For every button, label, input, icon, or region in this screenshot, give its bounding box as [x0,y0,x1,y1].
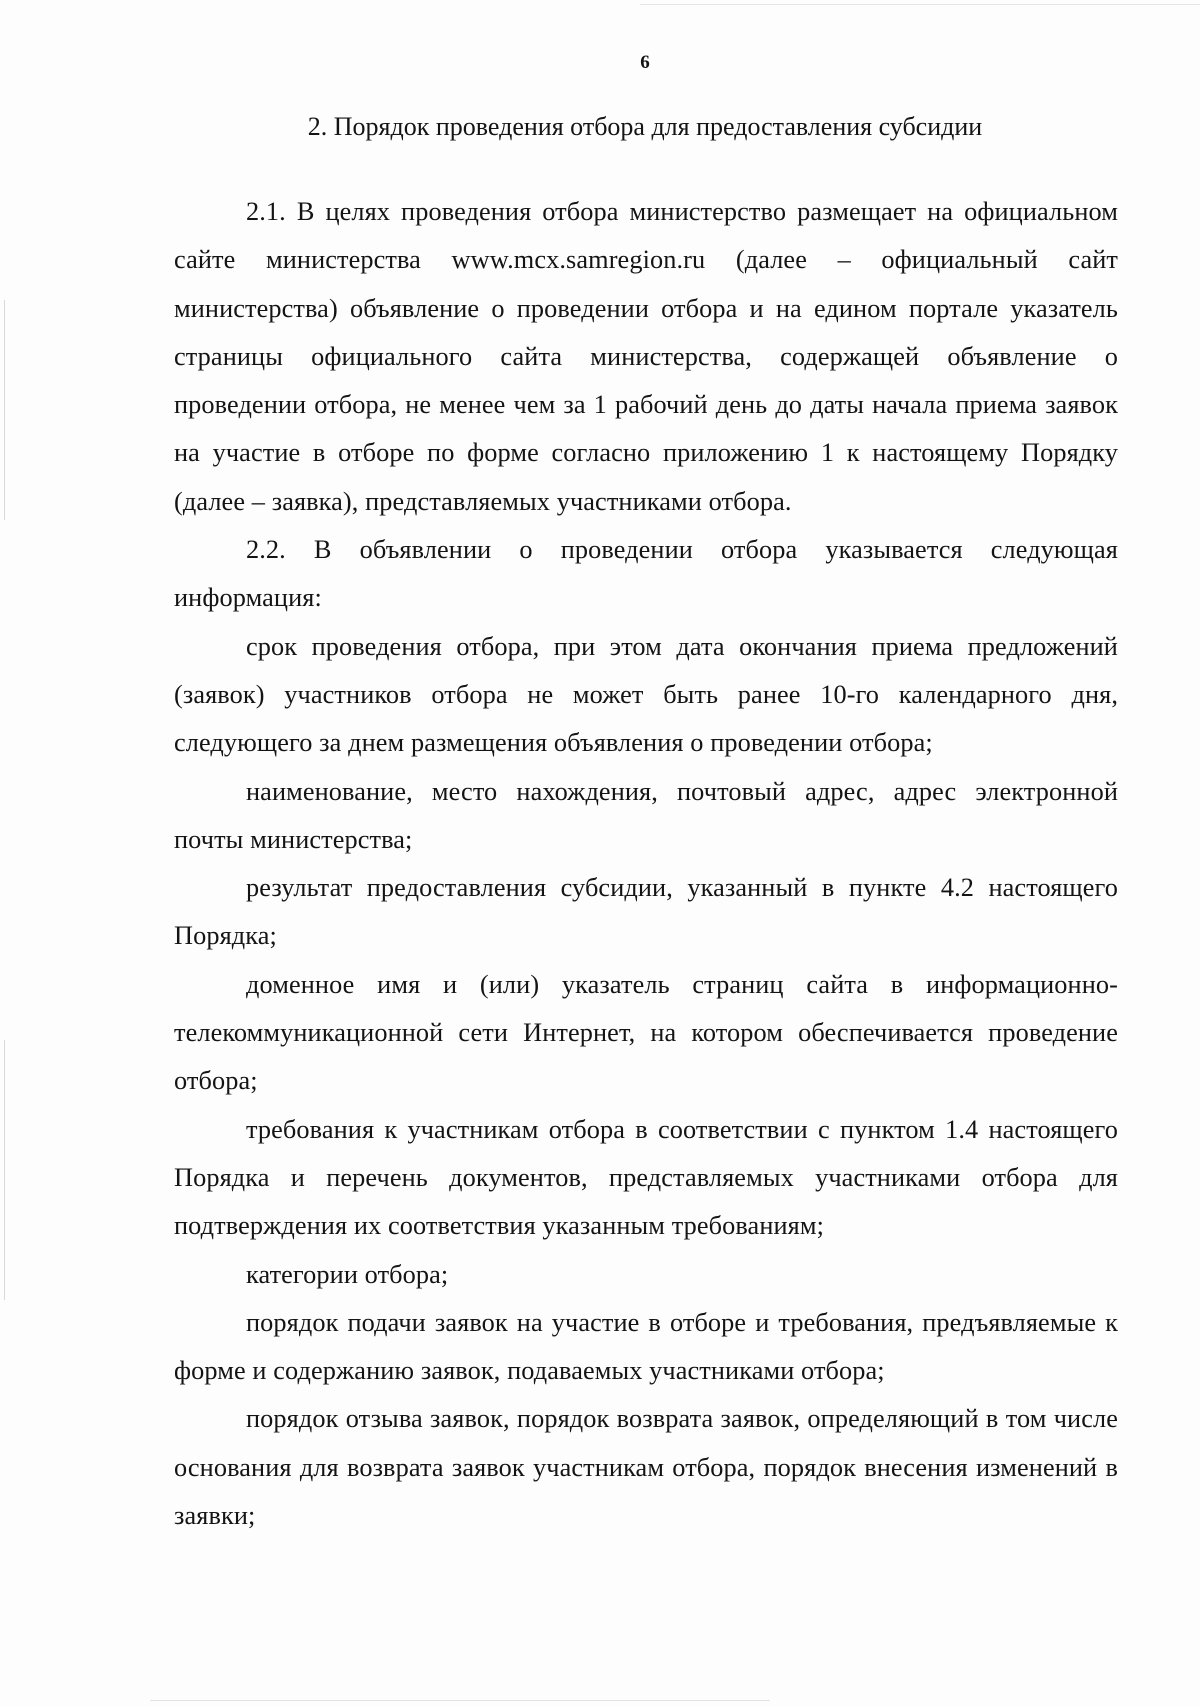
paragraph: результат предоставления субсидии, указанный в пункте 4.2 настоящего Порядка; [174,873,1118,951]
paragraph: категории отбора; [246,1259,449,1289]
paragraph: 2.1. В целях проведения отбора министерство размещает на официальном сайте министерства www.mcx.samregion.ru (далее – официальный сайт министерства) объявление о проведении отбора и на едином портале указатель страницы официального сайта министерства, содержащей объявление о проведении отбора, не менее чем за 1 рабочий день до даты начала приема заявок на участие в отборе по форме согласно приложению 1 к настоящему Порядку (далее – заявка), представляемых участниками отбора. [174,197,1118,516]
paragraph: срок проведения отбора, при этом дата окончания приема предложений (заявок) участников отбора не может быть ранее 10-го календарного дня, следующего за днем размещения объявления о проведении отбора; [174,631,1118,758]
paragraph: требования к участникам отбора в соответствии с пунктом 1.4 настоящего Порядка и перечень документов, представляемых участниками отбора для подтверждения их соответствия указанным требованиям; [174,1114,1118,1241]
scan-top-line [640,4,1200,5]
paragraph: порядок подачи заявок на участие в отборе и требования, предъявляемые к форме и содержанию заявок, подаваемых участниками отбора; [174,1307,1118,1386]
scan-edge-line [4,1040,5,1300]
scan-bottom-line [150,1700,770,1701]
paragraph: порядок отзыва заявок, порядок возврата заявок, определяющий в том числе основания для возврата заявок участникам отбора, порядок внесения изменений в заявки; [174,1404,1118,1531]
page-number: 6 [640,52,650,73]
paragraph: доменное имя и (или) указатель страниц сайта в информационно-телекоммуникационной сети Интернет, на котором обеспечивается проведение отбора; [174,969,1118,1096]
body-text [174,188,1118,1540]
paragraph: наименование, место нахождения, почтовый адрес, адрес электронной почты министерства; [174,776,1118,854]
paragraph: 2.2. В объявлении о проведении отбора указывается следующая информация: [174,535,1118,613]
section-heading: 2. Порядок проведения отбора для предоставления субсидии [307,112,983,141]
scan-edge-line [4,300,5,520]
